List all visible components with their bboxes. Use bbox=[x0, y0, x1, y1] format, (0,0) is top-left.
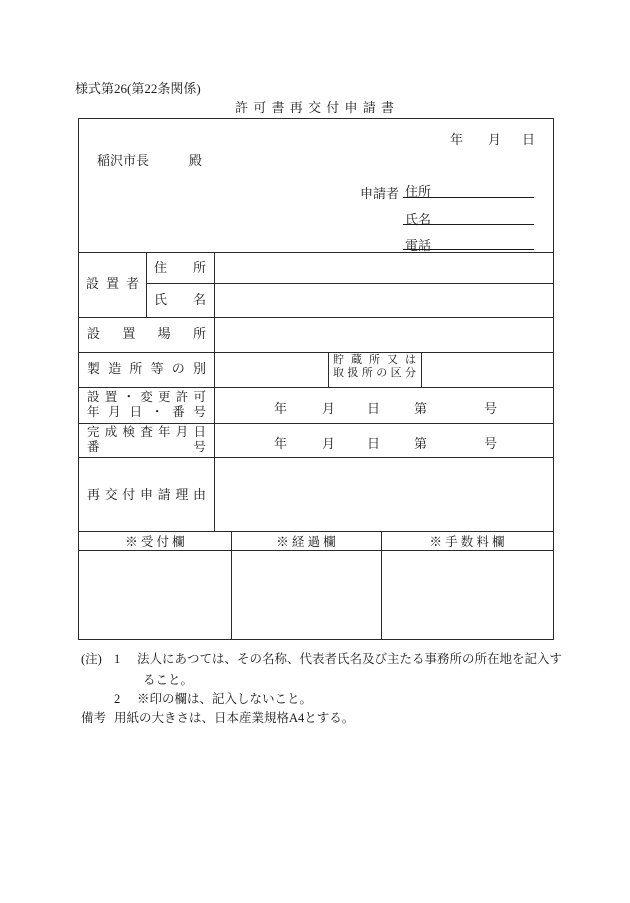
note1-line1: 法人にあつては、その名称、代表者氏名及び主たる事務所の所在地を記入す bbox=[137, 652, 563, 666]
permit-date-label bbox=[79, 390, 214, 420]
page-title: 許 可 書 再 交 付 申 請 書 bbox=[234, 100, 395, 115]
inspection-date-label-line2: 番 号 bbox=[87, 440, 206, 454]
applicant-label: 申請者 bbox=[360, 186, 400, 201]
permit-month: 月 bbox=[322, 401, 336, 416]
applicant-phone-field[interactable] bbox=[403, 235, 534, 253]
applicant-address-field[interactable] bbox=[403, 181, 534, 198]
inspection-year: 年 bbox=[274, 436, 288, 451]
permit-no-prefix: 第 bbox=[414, 401, 428, 416]
inspection-no-suffix: 号 bbox=[484, 436, 498, 451]
addressee-honorific: 殿 bbox=[189, 153, 203, 168]
fee-cell[interactable] bbox=[381, 550, 553, 639]
installer-name-label: 氏 名 bbox=[154, 292, 206, 307]
note1-number: 1 bbox=[114, 652, 121, 666]
applicant-name-label: 氏名 bbox=[405, 212, 432, 227]
installer-address-value-cell[interactable] bbox=[214, 252, 553, 283]
installer-label: 設 置 者 bbox=[86, 276, 139, 291]
applicant-phone-label: 電話 bbox=[405, 238, 432, 253]
inspection-day: 日 bbox=[367, 436, 381, 451]
permit-date-label-line1: 設 置 ・ 変 更 許 可 bbox=[87, 390, 206, 404]
permit-day: 日 bbox=[367, 401, 381, 416]
location-value-cell[interactable] bbox=[214, 317, 553, 352]
permit-no-suffix: 号 bbox=[484, 401, 498, 416]
facility-type-label: 製 造 所 等 の 別 bbox=[87, 361, 206, 376]
application-form-box bbox=[78, 118, 554, 640]
permit-year: 年 bbox=[274, 401, 288, 416]
location-label: 設 置 場 所 bbox=[87, 326, 206, 341]
note1-line2: ること。 bbox=[143, 673, 194, 687]
reception-column-header: ※ 受 付 欄 bbox=[125, 535, 185, 549]
reason-label: 再 交 付 申 請 理 由 bbox=[87, 487, 206, 502]
note-label: (注) bbox=[81, 652, 102, 666]
addressee: 稲沢市長 bbox=[97, 153, 150, 168]
inspection-date-label bbox=[79, 425, 214, 455]
installer-name-value-cell[interactable] bbox=[214, 283, 553, 317]
reason-value-cell[interactable] bbox=[214, 457, 553, 531]
inspection-no-prefix: 第 bbox=[414, 436, 428, 451]
storage-class-label-line1: 貯 蔵 所 又 は bbox=[333, 354, 416, 366]
storage-class-label-line2: 取 扱 所 の 区 分 bbox=[333, 367, 416, 379]
progress-column-header: ※ 経 過 欄 bbox=[276, 535, 336, 549]
inspection-date-value-cell[interactable] bbox=[214, 423, 553, 457]
remarks-label: 備考 bbox=[81, 711, 107, 725]
permit-date-label-line2: 年 月 日 ・ 番 号 bbox=[87, 405, 206, 419]
applicant-name-field[interactable] bbox=[403, 209, 534, 225]
fee-column-header: ※ 手 数 料 欄 bbox=[429, 535, 505, 549]
progress-cell[interactable] bbox=[231, 550, 381, 639]
note2-number: 2 bbox=[114, 692, 121, 706]
reception-cell[interactable] bbox=[79, 550, 231, 639]
header-date-day: 日 bbox=[522, 132, 536, 147]
remarks-text: 用紙の大きさは、日本産業規格A4とする。 bbox=[114, 711, 355, 725]
form-number: 様式第26(第22条関係) bbox=[75, 81, 201, 96]
facility-type-value-cell[interactable] bbox=[214, 352, 328, 387]
storage-class-label bbox=[328, 354, 421, 380]
header-date-month: 月 bbox=[488, 132, 502, 147]
inspection-date-label-line1: 完 成 検 査 年 月 日 bbox=[87, 425, 206, 439]
inspection-month: 月 bbox=[322, 436, 336, 451]
header-date-year: 年 bbox=[450, 132, 464, 147]
installer-address-label: 住 所 bbox=[154, 260, 206, 275]
applicant-address-label: 住所 bbox=[405, 184, 432, 199]
note2-text: ※印の欄は、記入しないこと。 bbox=[137, 692, 313, 706]
grid-line bbox=[79, 531, 553, 532]
permit-date-value-cell[interactable] bbox=[214, 387, 553, 423]
storage-class-value-cell[interactable] bbox=[421, 352, 553, 387]
